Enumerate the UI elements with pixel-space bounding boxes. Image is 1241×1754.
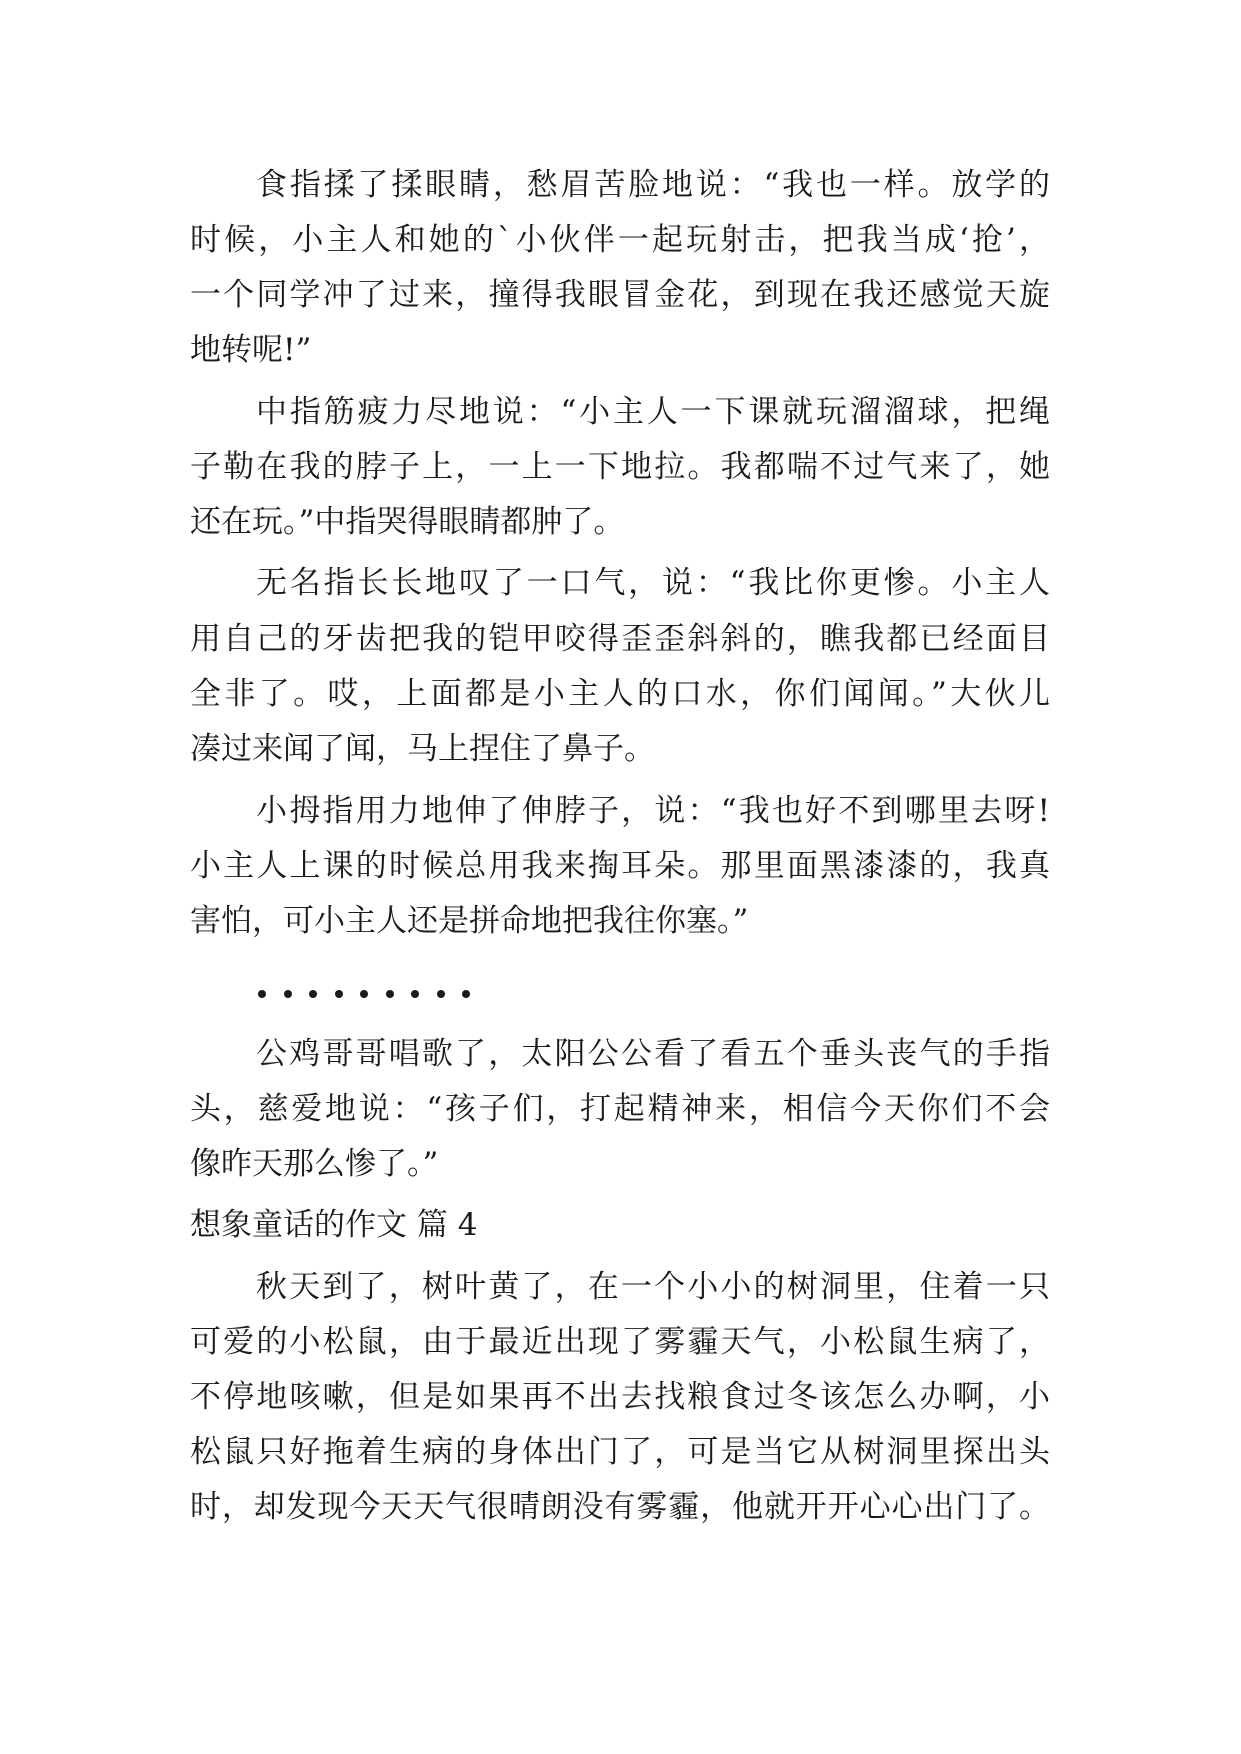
paragraph-4-line-2: 小主人上课的时候总用我来掏耳朵。那里面黑漆漆的，我真 (190, 848, 1050, 884)
paragraph-3-line-3: 全非了。哎，上面都是小主人的口水，你们闻闻。”大伙儿 (190, 676, 1050, 712)
separator-dot (411, 990, 419, 998)
section-heading: 想象童话的作文 篇 4 (190, 1207, 478, 1243)
separator-dot (335, 990, 343, 998)
paragraph-6-line-2: 可爱的小松鼠，由于最近出现了雾霾天气，小松鼠生病了， (190, 1324, 1050, 1360)
paragraph-5-line-3: 像昨天那么惨了。” (190, 1146, 439, 1182)
separator-dot (462, 990, 470, 998)
paragraph-3-line-2: 用自己的牙齿把我的铠甲咬得歪歪斜斜的，瞧我都已经面目 (190, 621, 1050, 657)
separator-dot (360, 990, 368, 998)
ellipsis-separator (258, 979, 470, 1009)
paragraph-2-line-3: 还在玩。”中指哭得眼睛都肿了。 (190, 504, 625, 540)
paragraph-3-line-4: 凑过来闻了闻，马上捏住了鼻子。 (190, 731, 655, 767)
separator-dot (309, 990, 317, 998)
paragraph-3-line-1: 无名指长长地叹了一口气，说：“我比你更惨。小主人 (256, 565, 1050, 601)
paragraph-6-line-3: 不停地咳嗽，但是如果再不出去找粮食过冬该怎么办啊，小 (190, 1379, 1050, 1415)
paragraph-5-line-1: 公鸡哥哥唱歌了，太阳公公看了看五个垂头丧气的手指 (256, 1036, 1050, 1072)
separator-dot (386, 990, 394, 998)
paragraph-2-line-1: 中指筋疲力尽地说：“小主人一下课就玩溜溜球，把绳 (256, 394, 1050, 430)
paragraph-4-line-1: 小拇指用力地伸了伸脖子，说：“我也好不到哪里去呀! (256, 793, 1050, 829)
paragraph-1-line-1: 食指揉了揉眼睛，愁眉苦脸地说：“我也一样。放学的 (256, 167, 1050, 203)
separator-dot (258, 990, 266, 998)
paragraph-4-line-3: 害怕，可小主人还是拼命地把我往你塞。” (190, 903, 749, 939)
paragraph-2-line-2: 子勒在我的脖子上，一上一下地拉。我都喘不过气来了，她 (190, 449, 1050, 485)
paragraph-5-line-2: 头，慈爱地说：“孩子们，打起精神来，相信今天你们不会 (190, 1091, 1050, 1127)
separator-dot (437, 990, 445, 998)
paragraph-1-line-2: 时候，小主人和她的`小伙伴一起玩射击，把我当成‘抢’， (190, 222, 1050, 258)
paragraph-6-line-4: 松鼠只好拖着生病的身体出门了，可是当它从树洞里探出头 (190, 1434, 1050, 1470)
paragraph-1-line-3: 一个同学冲了过来，撞得我眼冒金花，到现在我还感觉天旋 (190, 277, 1050, 313)
separator-dot (284, 990, 292, 998)
paragraph-6-line-1: 秋天到了，树叶黄了，在一个小小的树洞里，住着一只 (256, 1269, 1050, 1305)
paragraph-1-line-4: 地转呢!” (190, 332, 312, 368)
paragraph-6-line-5: 时，却发现今天天气很晴朗没有雾霾，他就开开心心出门了。 (190, 1489, 1050, 1525)
